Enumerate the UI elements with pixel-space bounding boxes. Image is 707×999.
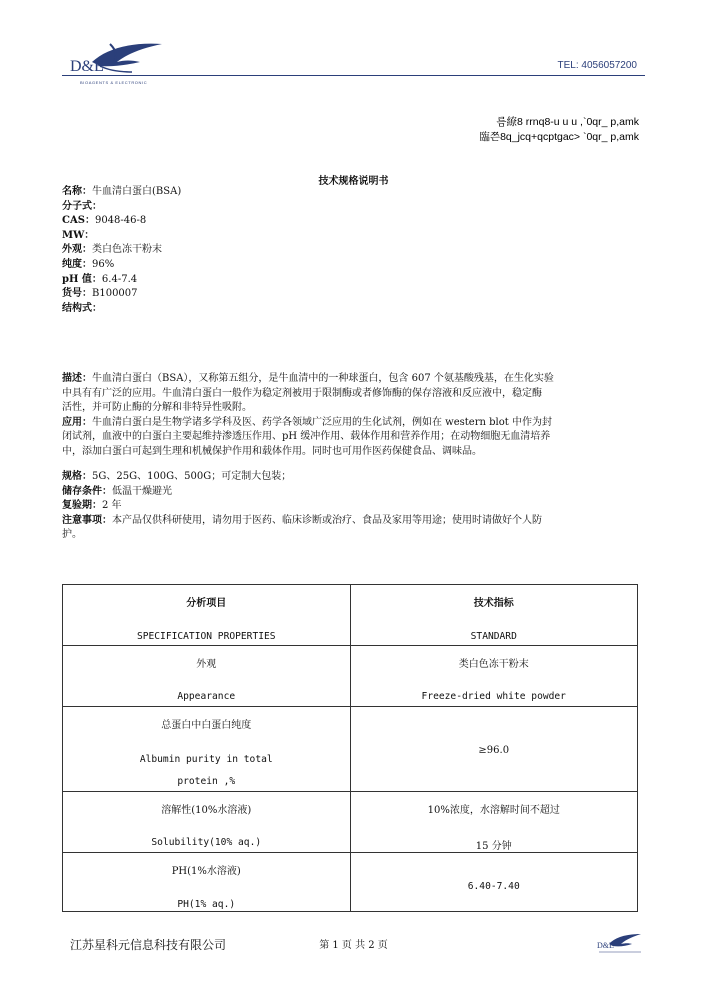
table-header-row — [63, 585, 638, 646]
contact-line-1: 름繚8 rrnq8-u u u ,`0qr_ p,amk — [496, 116, 639, 128]
specs-paragraph: 规格：5G、25G、100G、500G；可定制大包装； 储存条件：低温干燥避光 复验期：2 年 注意事项：本产品仅供科研使用，请勿用于医药、临床诊断或治疗、食品及家用等用途；使用时请做好个人防 护。 — [62, 471, 542, 541]
field-appearance: 外观：类白色冻干粉末 — [62, 244, 162, 256]
telephone: TEL: 4056057200 — [557, 60, 637, 71]
description-paragraph: 描述：牛血清白蛋白（BSA），又称第五组分，是牛血清中的一种球蛋白，包含 607 个氨基酸残基，在生化实验 中具有有广泛的应用。牛血清白蛋白一般作为稳定剂被用于限制酶或者修饰酶的保存溶液和反应液中，稳定酶 活性，并可防止酶的分解和非特异性吸附。 应用：牛血清白蛋白是生物学诸多学科及医、药学各领域广泛应用的生化试剂，例如在 western blot 中作为封 闭试剂，血液中的白蛋白主要起维持渗透压作用、pH 缓冲作用、载体作用和营养作用；在动物细胞无血清培养 中，添加白蛋白可起到生理和机械保护作用和载体作用。同时也可用作医药保健食品、调味品。 — [62, 373, 554, 457]
field-name: 名称：牛血清白蛋白(BSA) — [62, 186, 182, 197]
field-catalog: 货号：B100007 — [62, 288, 138, 300]
field-structure: 结构式： — [62, 302, 102, 314]
page-number: 第 1 页 共 2 页 — [319, 940, 388, 951]
product-fields — [62, 185, 181, 316]
company-logo — [62, 40, 172, 88]
table-row: 总蛋白中白蛋白纯度 Albumin purity in total protein ,% ≥96.0 — [63, 707, 638, 792]
header-right-cn: 技术指标 — [473, 598, 514, 609]
table-row: PH(1%水溶液) PH(1% aq.) 6.40-7.40 — [63, 853, 638, 912]
header-right-en: STANDARD — [470, 631, 517, 642]
specification-table — [62, 584, 638, 912]
document-title: 技术规格说明书 — [318, 176, 389, 187]
field-ph: pH 值：6.4-7.4 — [62, 273, 138, 285]
header-left-en: SPECIFICATION PROPERTIES — [136, 631, 276, 642]
footer-logo — [595, 932, 645, 956]
header-divider — [62, 75, 645, 76]
table-row: 溶解性(10%水溶液) Solubility(10% aq.) 10%浓度，水溶解时间不超过 15 分钟 — [63, 792, 638, 853]
field-purity: 纯度：96% — [62, 258, 115, 270]
field-cas: CAS：9048-46-8 — [62, 215, 147, 227]
footer-logo-text: D&E — [597, 941, 614, 950]
table-row: 外观 Appearance 类白色冻干粉末 Freeze-dried white powder — [63, 646, 638, 707]
field-mw: MW： — [62, 229, 95, 241]
logo-text: D&E — [70, 58, 104, 75]
contact-line-2: 臨쯘8q_jcq+qcptgac> `0qr_ p,amk — [479, 131, 639, 143]
field-formula: 分子式： — [62, 200, 102, 212]
header-left-cn: 分析项目 — [186, 598, 227, 609]
logo-subtitle: BIOAGENTS & ELECTRONIC — [80, 80, 148, 85]
footer-company: 江苏星科元信息科技有限公司 — [70, 938, 227, 952]
